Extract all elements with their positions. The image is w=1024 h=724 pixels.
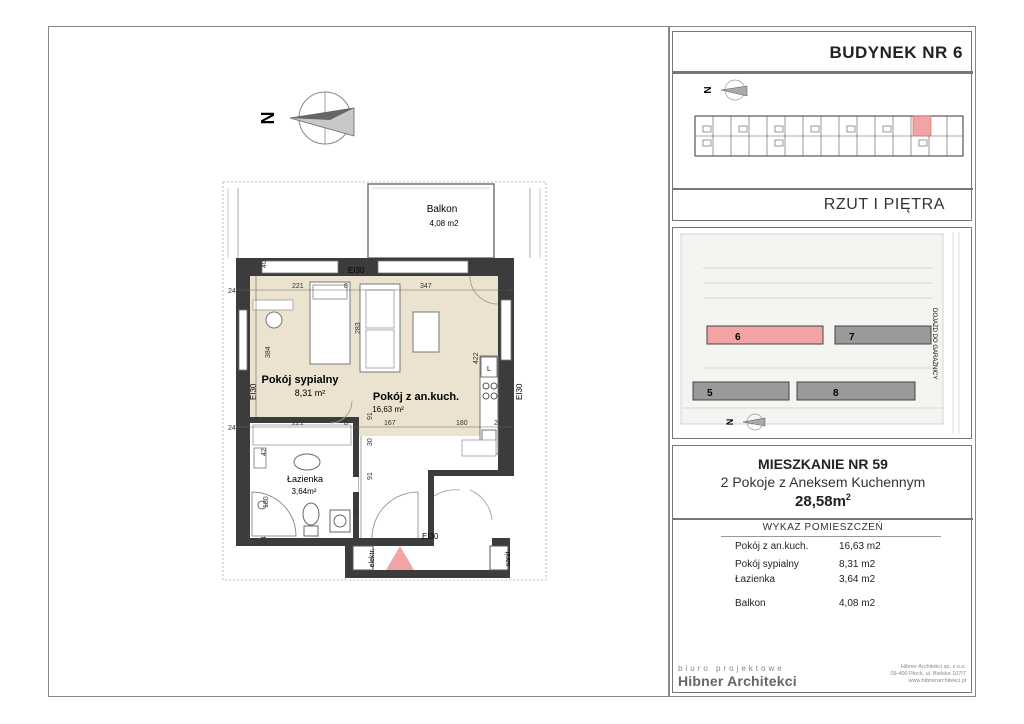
dim-91a: 91 [367,412,374,420]
building-8 [797,382,915,400]
living-room-name: Pokój z an.kuch. [372,391,460,403]
firm-logo: biuro projektowe Hibner Architekci [678,664,797,689]
dim-283: 283 [355,322,362,334]
dim-221a: 221 [292,283,304,290]
compass-small-icon [703,80,747,100]
panel-divider-3 [673,518,973,520]
dim-24b: 24 [500,288,508,295]
dim-8a: 8 [344,283,348,290]
shaft-sanitary-label: sanit. [505,549,512,567]
balcony-area: 4,08 m2 [429,219,459,228]
compass-small-label: N [703,86,714,94]
fire-label-right: EI30 [515,383,524,400]
toilet-icon [304,526,318,536]
fridge-label: L [487,366,491,373]
building-8-label: 8 [833,388,839,399]
apartment-description: 2 Pokoje z Aneksem Kuchennym [720,474,926,490]
floor-label: RZUT I PIĘTRA [823,196,945,213]
fire-label-top: EI30 [348,266,365,275]
dim-422: 422 [473,352,480,364]
apartment-total-area: $28,58m^2$ [795,492,851,510]
living-room-area: 16,63 m² [372,405,404,414]
firm-address: Hibner Architekci sp. z o.o. 09-400 Płock, ul. Bielska 107/7 www.hibnerarchitekci.pl [890,664,966,684]
desk-icon [253,300,293,310]
dim-30: 30 [367,438,374,446]
dim-40b: 40 [469,260,476,268]
building-7-label: 7 [849,332,855,343]
entrance-marker-icon [386,546,414,570]
dim-24e: 24 [261,536,268,544]
fire-label-entry: EI30 [422,532,439,541]
dim-42: 42 [261,448,268,456]
balcony-name: Balkon [426,204,458,215]
chair-icon [266,312,282,328]
bathroom-area: 3,64m² [291,487,317,496]
bedroom-name: Pokój sypialny [261,374,339,386]
street-label: DOJAZD DO GARAŻNICY [931,308,937,380]
site-plan [673,228,971,438]
dim-24a: 24 [228,288,236,295]
fire-label-left: EI30 [249,383,258,400]
sheet-divider [668,26,670,697]
apartment-panel: MIESZKANIE NR 59 2 Pokoje z Aneksem Kuchennym $28,58m^2$ WYKAZ POMIESZCZEŃ Pokój z an.kuch. 16,63 m2 Pokój sypialny 8,31 m2 Łazienka 3,64 m2 Balkon 4,08 m2 [672,445,972,693]
dim-24d: 24 [494,420,502,427]
building-key-plan [673,74,971,186]
dim-180a: 180 [456,420,468,427]
room-list-underline [721,536,941,537]
bedroom-area: 8,31 m² [294,388,326,398]
building-6-label: 6 [735,332,741,343]
apartment-title: MIESZKANIE NR 59 [758,456,888,472]
building-5-label: 5 [707,388,713,399]
compass-north-label: N [258,111,278,125]
dim-40a: 40 [261,260,268,268]
building-title: BUDYNEK NR 6 [829,43,963,62]
dim-180b: 180 [263,496,270,508]
dim-221b: 221 [292,420,304,427]
panel-divider-2 [673,188,973,190]
shaft-electric-label: elektr. [369,548,376,568]
building-panel [672,31,972,221]
room-list-title: WYKAZ POMIESZCZEŃ [762,522,884,533]
dim-167: 167 [384,420,396,427]
coffee-table-icon [413,312,439,352]
dim-24c: 24 [228,425,236,432]
dim-347: 347 [420,283,432,290]
compass-icon [258,92,354,144]
dim-8b: 8 [344,420,348,427]
washing-machine-icon [330,510,350,532]
dim-91b: 91 [367,472,374,480]
compass-site-label: N [725,418,735,426]
dim-384: 384 [265,346,272,358]
apartment-highlight [913,116,931,136]
dim-81: 81 [353,506,360,514]
bathroom-name: Łazienka [286,474,324,484]
building-6 [707,326,823,344]
site-plan-panel [672,227,972,439]
